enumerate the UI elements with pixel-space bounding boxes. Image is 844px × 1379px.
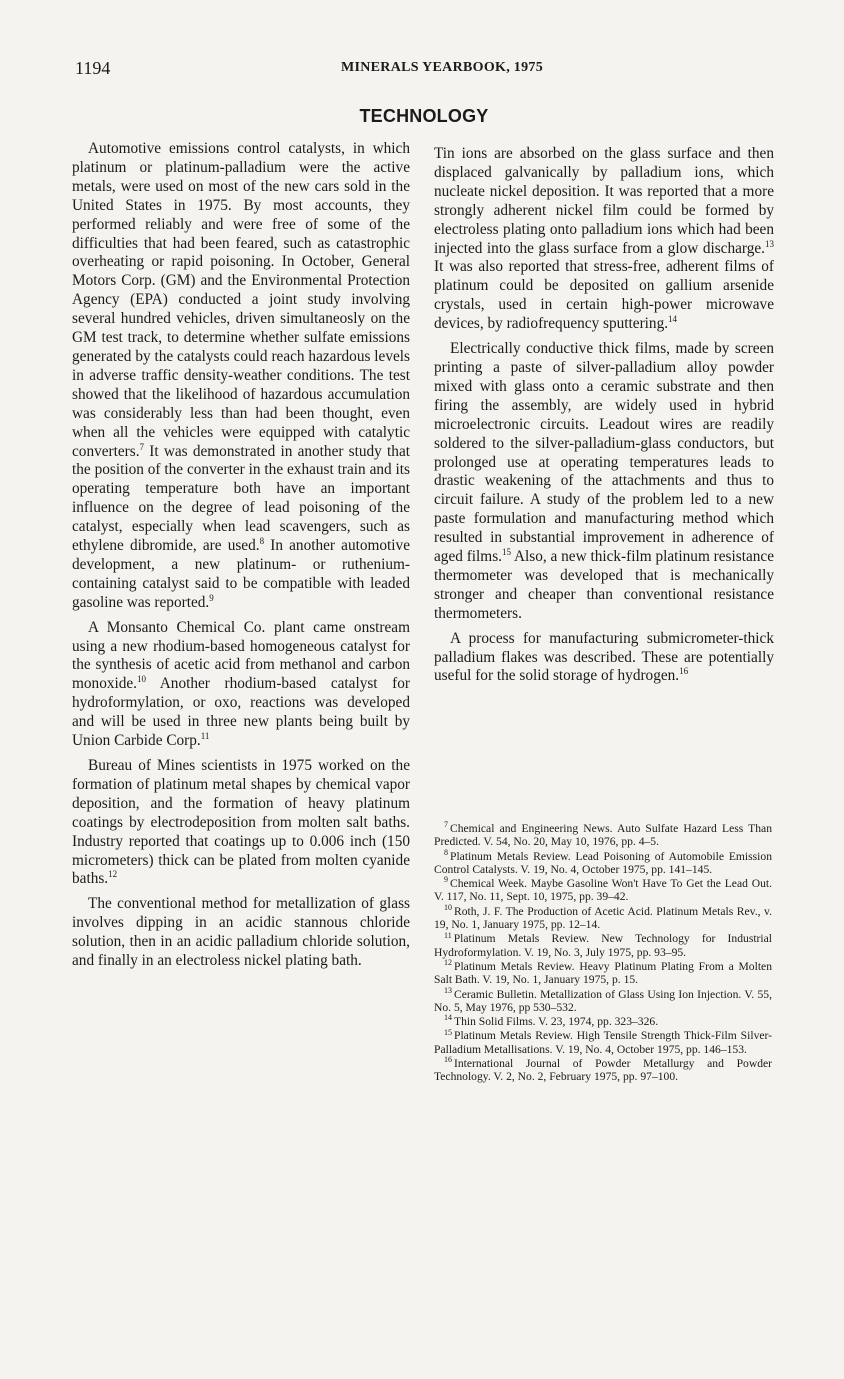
footnote: $^{10}$ Roth, J. F. The Production of Acetic Acid. Platinum Metals Rev., v. 19, No. 1, January 1975, pp. 12–14. — [434, 902, 772, 932]
footnote-ref: 12 — [108, 869, 118, 880]
footnotes — [434, 822, 772, 1085]
footnote: $^{13}$ Ceramic Bulletin. Metallization of Glass Using Ion Injection. V. 55, No. 5, May 1976, pp 530–532. — [434, 985, 772, 1014]
footnote: $^7$ Chemical and Engineering News. Auto Sulfate Hazard Less Than Predicted. V. 54, No. 20, May 10, 1976, pp. 4–5. — [434, 820, 772, 849]
page-number: 1194 — [75, 58, 111, 78]
footnote: $^8$ Platinum Metals Review. Lead Poisoning of Automobile Emission Control Catalysts. V. 19, No. 4, October 1975, pp. 141–145. — [434, 847, 772, 876]
paragraph: A process for manufacturing submicrometer-thick palladium flakes was described. These are potentially useful for the solid storage of hydrogen.$^{16}$ — [434, 629, 774, 685]
footnote-ref: 10 — [137, 674, 147, 685]
paragraph: Electrically conductive thick films, made by screen printing a paste of silver-palladium alloy powder mixed with glass onto a ceramic substrate and then firing the assembly, are widely used in hybrid microelectronic circuits. Leadout wires are readily soldered to the silver-palladium-glass conductors, but prolonged use at operating temperatures leads to drastic weakening of the attachments and thus to circuit failure. A study of the problem led to a new paste formulation and manufacturing method which resulted in substantial improvement in adherence of aged films.$^{15}$ Also, a new thick-film platinum resistance thermometer was developed that is mechanically stronger and cheaper than conventional resistance thermometers. — [434, 340, 774, 622]
section-title: TECHNOLOGY — [359, 106, 489, 126]
paragraph: Bureau of Mines scientists in 1975 worked on the formation of platinum metal shapes by chemical vapor deposition, and the formation of heavy platinum coatings by electrodeposition from molten salt baths. Industry reported that coatings up to 0.006 inch (150 micrometers) thick can be plated from molten cyanide baths.$^{12}$ — [72, 757, 410, 888]
footnote-ref: 7 — [139, 441, 145, 452]
paragraph: The conventional method for metallization of glass involves dipping in an acidic stannous chloride solution, then in an acidic palladium chloride solution, and finally in an electroless nickel plating bath. — [72, 895, 410, 970]
footnote-ref: 14 — [668, 314, 678, 325]
right-column — [434, 145, 774, 692]
footnote: $^{16}$ International Journal of Powder Metallurgy and Powder Technology. V. 2, No. 2, February 1975, pp. 97–100. — [434, 1055, 772, 1084]
footnote-ref: 13 — [765, 238, 774, 249]
footnote: $^{14}$ Thin Solid Films. V. 23, 1974, pp. 323–326. — [444, 1013, 659, 1029]
footnote: $^{11}$ Platinum Metals Review. New Technology for Industrial Hydroformylation. V. 19, No. 3, July 1975, pp. 93–95. — [434, 930, 772, 959]
footnote: $^{12}$ Platinum Metals Review. Heavy Platinum Plating From a Molten Salt Bath. V. 19, No. 1, January 1975, p. 15. — [434, 958, 772, 987]
page-header — [72, 58, 772, 80]
footnote-ref: 15 — [501, 546, 511, 557]
footnote-ref: 9 — [209, 592, 214, 603]
footnote: $^{15}$ Platinum Metals Review. High Tensile Strength Thick-Film Silver-Palladium Metallisations. V. 19, No. 4, October 1975, pp. 146–153. — [434, 1027, 772, 1056]
running-title: MINERALS YEARBOOK, 1975 — [340, 60, 543, 75]
left-column — [72, 140, 410, 977]
paragraph: A Monsanto Chemical Co. plant came onstream using a new rhodium-based homogeneous catalyst for the synthesis of acetic acid from methanol and carbon monoxide.$^{10}$ Another rhodium-based catalyst for hydroformylation, or oxo, reactions was developed and will be used in three new plants being built by Union Carbide Corp.$^{11}$ — [72, 618, 410, 750]
footnote-ref: 16 — [679, 666, 689, 677]
paragraph: Tin ions are absorbed on the glass surface and then displaced galvanically by palladium ions, which nucleate nickel deposition. It was reported that a more strongly adherent nickel film could be formed by electroless plating onto palladium ions which had been injected into the glass surface from a glow discharge.$^{13}$ It was also reported that stress-free, adherent films of platinum could be deposited on gallium arsenide crystals, used in certain high-power microwave devices, by radiofrequency sputtering.$^{14}$ — [434, 145, 774, 333]
footnote-ref: 11 — [200, 731, 210, 741]
footnote-ref: 8 — [259, 535, 265, 546]
footnote: $^9$ Chemical Week. Maybe Gasoline Won't Have To Get the Lead Out. V. 117, No. 11, Sept. 10, 1975, pp. 39–42. — [434, 875, 772, 904]
paragraph: Automotive emissions control catalysts, in which platinum or platinum-palladium were the active metals, were used on most of the new cars sold in the United States in 1975. By most accounts, they performed reliably and were free of some of the difficulties that had been feared, such as catastrophic overheating or rapid poisoning. In October, General Motors Corp. (GM) and the Environmental Protection Agency (EPA) conducted a joint study involving several hundred vehicles, driven simultaneosly on the GM test track, to determine whether sulfate emissions generated by the catalysts could reach hazardous levels in adverse traffic density-weather conditions. The test showed that the likelihood of hazardous accumulation was considerably less than had been thought, even when all the vehicles were equipped with catalytic converters.$^7$ It was demonstrated in another study that the position of the converter in the exhaust train and its operating temperature both have an important influence on the degree of lead poisoning of the catalyst, especially when lead scavengers, such as ethylene dibromide, are used.$^8$ In another automotive development, a new platinum- or ruthenium-containing catalyst said to be compatible with leaded gasoline was reported.$^9$ — [72, 140, 410, 611]
